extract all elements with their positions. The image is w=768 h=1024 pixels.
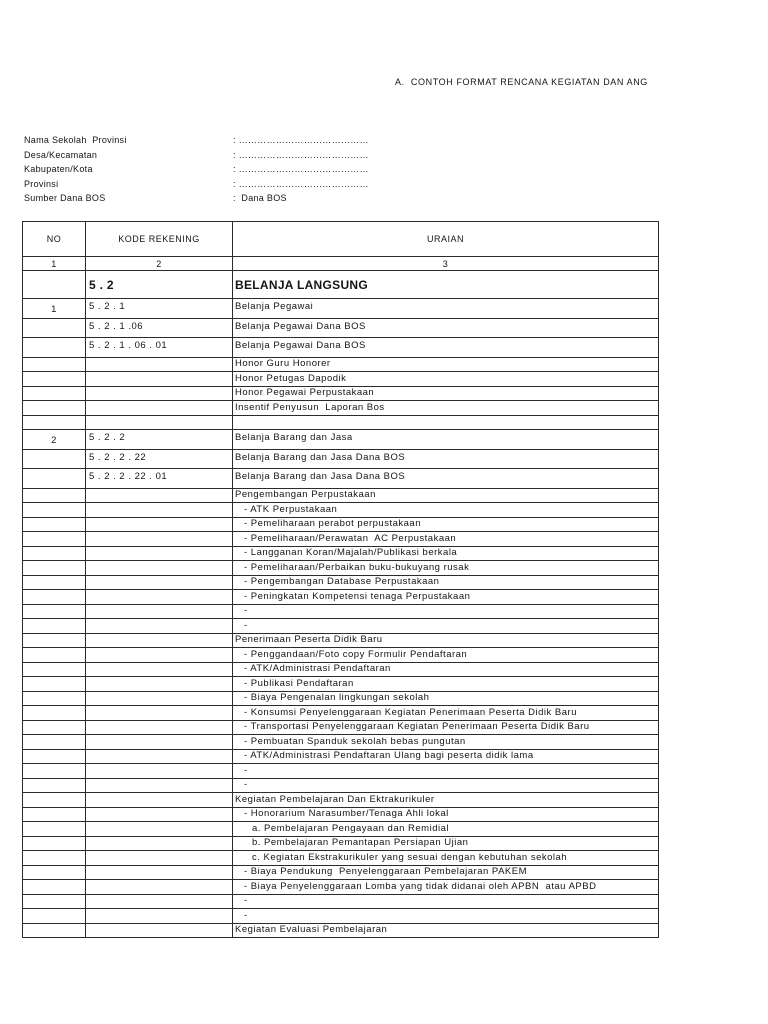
row-number-cell bbox=[23, 532, 86, 547]
kode-rekening-cell: 5 . 2 . 2 bbox=[86, 430, 233, 450]
row-number-cell bbox=[23, 909, 86, 924]
table-row bbox=[23, 271, 659, 299]
kode-rekening-cell bbox=[86, 576, 233, 591]
row-number-cell bbox=[23, 750, 86, 765]
row-number-cell bbox=[23, 489, 86, 504]
header-kode-rekening: KODE REKENING bbox=[86, 222, 233, 257]
uraian-cell: - Publikasi Pendaftaran bbox=[233, 677, 659, 692]
info-label: Kabupaten/Kota bbox=[24, 164, 93, 175]
kode-rekening-cell bbox=[86, 518, 233, 533]
table-row bbox=[23, 924, 659, 939]
row-number-cell bbox=[23, 358, 86, 373]
table-row bbox=[23, 319, 659, 339]
table-row bbox=[23, 692, 659, 707]
header-uraian: URAIAN bbox=[233, 222, 659, 257]
column-number: 1 bbox=[23, 257, 86, 271]
table-row bbox=[23, 299, 659, 319]
column-number-row bbox=[23, 257, 659, 271]
row-number-cell bbox=[23, 851, 86, 866]
uraian-cell: Kegiatan Evaluasi Pembelajaran bbox=[233, 924, 659, 939]
info-label: Provinsi bbox=[24, 178, 59, 189]
kode-rekening-cell bbox=[86, 924, 233, 939]
table-row bbox=[23, 851, 659, 866]
row-number-cell bbox=[23, 319, 86, 339]
kode-rekening-cell bbox=[86, 561, 233, 576]
kode-rekening-cell: 5 . 2 . 1 bbox=[86, 299, 233, 319]
row-number-cell bbox=[23, 469, 86, 489]
kode-rekening-cell bbox=[86, 764, 233, 779]
table-row bbox=[23, 401, 659, 416]
table-row bbox=[23, 808, 659, 823]
uraian-cell: Honor Guru Honorer bbox=[233, 358, 659, 373]
table-row bbox=[23, 895, 659, 910]
table-row bbox=[23, 735, 659, 750]
table-header-row bbox=[23, 222, 659, 257]
table-row bbox=[23, 518, 659, 533]
row-number-cell bbox=[23, 634, 86, 649]
kode-rekening-cell: 5 . 2 . 1 . 06 . 01 bbox=[86, 338, 233, 358]
page-title: A. CONTOH FORMAT RENCANA KEGIATAN DAN ANG bbox=[395, 77, 648, 87]
row-number-cell bbox=[23, 735, 86, 750]
uraian-cell: - Pemeliharaan perabot perpustakaan bbox=[233, 518, 659, 533]
row-number-cell bbox=[23, 895, 86, 910]
kode-rekening-cell bbox=[86, 822, 233, 837]
row-number-cell bbox=[23, 837, 86, 852]
kode-rekening-cell bbox=[86, 489, 233, 504]
table-row bbox=[23, 416, 659, 431]
row-number-cell bbox=[23, 721, 86, 736]
info-label: Nama Sekolah Provinsi bbox=[24, 135, 127, 145]
table-row bbox=[23, 793, 659, 808]
kode-rekening-cell bbox=[86, 387, 233, 402]
table-row bbox=[23, 489, 659, 504]
uraian-cell: - ATK Perpustakaan bbox=[233, 503, 659, 518]
kode-rekening-cell: 5 . 2 bbox=[86, 271, 233, 299]
uraian-cell: - Pemeliharaan/Perawatan AC Perpustakaan bbox=[233, 532, 659, 547]
table-row bbox=[23, 663, 659, 678]
row-number-cell bbox=[23, 547, 86, 562]
uraian-cell bbox=[233, 416, 659, 431]
info-row-desa-kecamatan bbox=[24, 148, 433, 163]
row-number-cell bbox=[23, 663, 86, 678]
row-number-cell bbox=[23, 677, 86, 692]
info-row-provinsi bbox=[24, 177, 433, 192]
info-row-kabupaten-kota bbox=[24, 162, 433, 177]
row-number-cell bbox=[23, 793, 86, 808]
kode-rekening-cell bbox=[86, 851, 233, 866]
kode-rekening-cell bbox=[86, 866, 233, 881]
row-number-cell bbox=[23, 808, 86, 823]
kode-rekening-cell bbox=[86, 909, 233, 924]
table-row bbox=[23, 372, 659, 387]
kode-rekening-cell bbox=[86, 793, 233, 808]
row-number-cell bbox=[23, 416, 86, 431]
row-number-cell bbox=[23, 561, 86, 576]
table-row bbox=[23, 503, 659, 518]
info-value: : …………………………………… bbox=[233, 164, 369, 175]
column-number: 2 bbox=[86, 257, 233, 271]
table-row bbox=[23, 430, 659, 450]
uraian-cell: Belanja Barang dan Jasa bbox=[233, 430, 659, 450]
row-number-cell bbox=[23, 401, 86, 416]
table-row bbox=[23, 750, 659, 765]
info-row-nama-sekolah bbox=[24, 133, 433, 148]
uraian-cell: Belanja Barang dan Jasa Dana BOS bbox=[233, 469, 659, 489]
kode-rekening-cell bbox=[86, 663, 233, 678]
row-number-cell bbox=[23, 605, 86, 620]
uraian-cell: c. Kegiatan Ekstrakurikuler yang sesuai dengan kebutuhan sekolah bbox=[233, 851, 659, 866]
uraian-cell: a. Pembelajaran Pengayaan dan Remidial bbox=[233, 822, 659, 837]
uraian-cell: - Konsumsi Penyelenggaraan Kegiatan Penerimaan Peserta Didik Baru bbox=[233, 706, 659, 721]
uraian-cell: - ATK/Administrasi Pendaftaran Ulang bagi peserta didik lama bbox=[233, 750, 659, 765]
school-info-block bbox=[24, 133, 433, 206]
kode-rekening-cell bbox=[86, 706, 233, 721]
kode-rekening-cell: 5 . 2 . 2 . 22 bbox=[86, 450, 233, 470]
kode-rekening-cell bbox=[86, 634, 233, 649]
uraian-cell: Belanja Pegawai Dana BOS bbox=[233, 319, 659, 339]
row-number-cell bbox=[23, 338, 86, 358]
uraian-cell: BELANJA LANGSUNG bbox=[233, 271, 659, 299]
row-number-cell bbox=[23, 619, 86, 634]
uraian-cell: - Langganan Koran/Majalah/Publikasi berkala bbox=[233, 547, 659, 562]
uraian-cell: Penerimaan Peserta Didik Baru bbox=[233, 634, 659, 649]
kode-rekening-cell bbox=[86, 837, 233, 852]
kode-rekening-cell bbox=[86, 721, 233, 736]
row-number-cell bbox=[23, 692, 86, 707]
table-row bbox=[23, 469, 659, 489]
info-row-sumber-dana bbox=[24, 191, 433, 206]
table-row bbox=[23, 532, 659, 547]
kode-rekening-cell bbox=[86, 692, 233, 707]
uraian-cell: - Biaya Pengenalan lingkungan sekolah bbox=[233, 692, 659, 707]
kode-rekening-cell bbox=[86, 895, 233, 910]
kode-rekening-cell bbox=[86, 547, 233, 562]
table-row bbox=[23, 561, 659, 576]
info-value: : …………………………………… bbox=[233, 178, 369, 189]
row-number-cell bbox=[23, 822, 86, 837]
kode-rekening-cell bbox=[86, 416, 233, 431]
uraian-cell: b. Pembelajaran Pemantapan Persiapan Ujian bbox=[233, 837, 659, 852]
kode-rekening-cell bbox=[86, 808, 233, 823]
table-row bbox=[23, 721, 659, 736]
uraian-cell: - bbox=[233, 895, 659, 910]
kode-rekening-cell bbox=[86, 750, 233, 765]
kode-rekening-cell bbox=[86, 358, 233, 373]
kode-rekening-cell bbox=[86, 619, 233, 634]
table-row bbox=[23, 764, 659, 779]
row-number-cell bbox=[23, 764, 86, 779]
info-value: : Dana BOS bbox=[233, 193, 287, 204]
table-row bbox=[23, 619, 659, 634]
row-number-cell bbox=[23, 271, 86, 299]
uraian-cell: - Penggandaan/Foto copy Formulir Pendaftaran bbox=[233, 648, 659, 663]
table-row bbox=[23, 450, 659, 470]
budget-table bbox=[22, 221, 659, 938]
column-number: 3 bbox=[233, 257, 659, 271]
row-number-cell bbox=[23, 648, 86, 663]
row-number-cell bbox=[23, 576, 86, 591]
uraian-cell: - bbox=[233, 909, 659, 924]
table-row bbox=[23, 358, 659, 373]
row-number-cell bbox=[23, 518, 86, 533]
row-number-cell: 1 bbox=[23, 299, 86, 319]
table-row bbox=[23, 648, 659, 663]
uraian-cell: - Honorarium Narasumber/Tenaga Ahli lokal bbox=[233, 808, 659, 823]
kode-rekening-cell bbox=[86, 735, 233, 750]
table-row bbox=[23, 387, 659, 402]
uraian-cell: Belanja Barang dan Jasa Dana BOS bbox=[233, 450, 659, 470]
uraian-cell: Insentif Penyusun Laporan Bos bbox=[233, 401, 659, 416]
kode-rekening-cell bbox=[86, 372, 233, 387]
table-row bbox=[23, 634, 659, 649]
row-number-cell bbox=[23, 880, 86, 895]
info-label: Sumber Dana BOS bbox=[24, 193, 106, 204]
table-row bbox=[23, 547, 659, 562]
uraian-cell: - Pengembangan Database Perpustakaan bbox=[233, 576, 659, 591]
row-number-cell bbox=[23, 590, 86, 605]
table-row bbox=[23, 822, 659, 837]
table-row bbox=[23, 576, 659, 591]
row-number-cell bbox=[23, 387, 86, 402]
uraian-cell: Belanja Pegawai bbox=[233, 299, 659, 319]
row-number-cell bbox=[23, 706, 86, 721]
table-row bbox=[23, 677, 659, 692]
uraian-cell: Pengembangan Perpustakaan bbox=[233, 489, 659, 504]
kode-rekening-cell bbox=[86, 503, 233, 518]
uraian-cell: - bbox=[233, 605, 659, 620]
kode-rekening-cell bbox=[86, 605, 233, 620]
info-value: : …………………………………… bbox=[233, 149, 369, 160]
info-label: Desa/Kecamatan bbox=[24, 149, 98, 160]
table-row bbox=[23, 779, 659, 794]
row-number-cell bbox=[23, 372, 86, 387]
uraian-cell: - bbox=[233, 619, 659, 634]
uraian-cell: Kegiatan Pembelajaran Dan Ektrakurikuler bbox=[233, 793, 659, 808]
uraian-cell: - Peningkatan Kompetensi tenaga Perpustakaan bbox=[233, 590, 659, 605]
uraian-cell: Honor Pegawai Perpustakaan bbox=[233, 387, 659, 402]
uraian-cell: - Pemeliharaan/Perbaikan buku-bukuyang rusak bbox=[233, 561, 659, 576]
row-number-cell bbox=[23, 779, 86, 794]
row-number-cell: 2 bbox=[23, 430, 86, 450]
uraian-cell: - Pembuatan Spanduk sekolah bebas pungutan bbox=[233, 735, 659, 750]
uraian-cell: - Transportasi Penyelenggaraan Kegiatan Penerimaan Peserta Didik Baru bbox=[233, 721, 659, 736]
table-row bbox=[23, 866, 659, 881]
table-row bbox=[23, 706, 659, 721]
table-row bbox=[23, 338, 659, 358]
kode-rekening-cell bbox=[86, 590, 233, 605]
kode-rekening-cell bbox=[86, 648, 233, 663]
kode-rekening-cell bbox=[86, 401, 233, 416]
row-number-cell bbox=[23, 450, 86, 470]
kode-rekening-cell: 5 . 2 . 1 .06 bbox=[86, 319, 233, 339]
row-number-cell bbox=[23, 866, 86, 881]
uraian-cell: - bbox=[233, 779, 659, 794]
info-value: : …………………………………… bbox=[233, 135, 369, 145]
table-row bbox=[23, 837, 659, 852]
table-row bbox=[23, 590, 659, 605]
row-number-cell bbox=[23, 924, 86, 939]
kode-rekening-cell: 5 . 2 . 2 . 22 . 01 bbox=[86, 469, 233, 489]
uraian-cell: Honor Petugas Dapodik bbox=[233, 372, 659, 387]
row-number-cell bbox=[23, 503, 86, 518]
uraian-cell: - ATK/Administrasi Pendaftaran bbox=[233, 663, 659, 678]
uraian-cell: Belanja Pegawai Dana BOS bbox=[233, 338, 659, 358]
table-row bbox=[23, 880, 659, 895]
kode-rekening-cell bbox=[86, 779, 233, 794]
uraian-cell: - bbox=[233, 764, 659, 779]
header-no: NO bbox=[23, 222, 86, 257]
uraian-cell: - Biaya Pendukung Penyelenggaraan Pembelajaran PAKEM bbox=[233, 866, 659, 881]
table-row bbox=[23, 605, 659, 620]
kode-rekening-cell bbox=[86, 677, 233, 692]
table-row bbox=[23, 909, 659, 924]
uraian-cell: - Biaya Penyelenggaraan Lomba yang tidak didanai oleh APBN atau APBD bbox=[233, 880, 659, 895]
kode-rekening-cell bbox=[86, 532, 233, 547]
kode-rekening-cell bbox=[86, 880, 233, 895]
